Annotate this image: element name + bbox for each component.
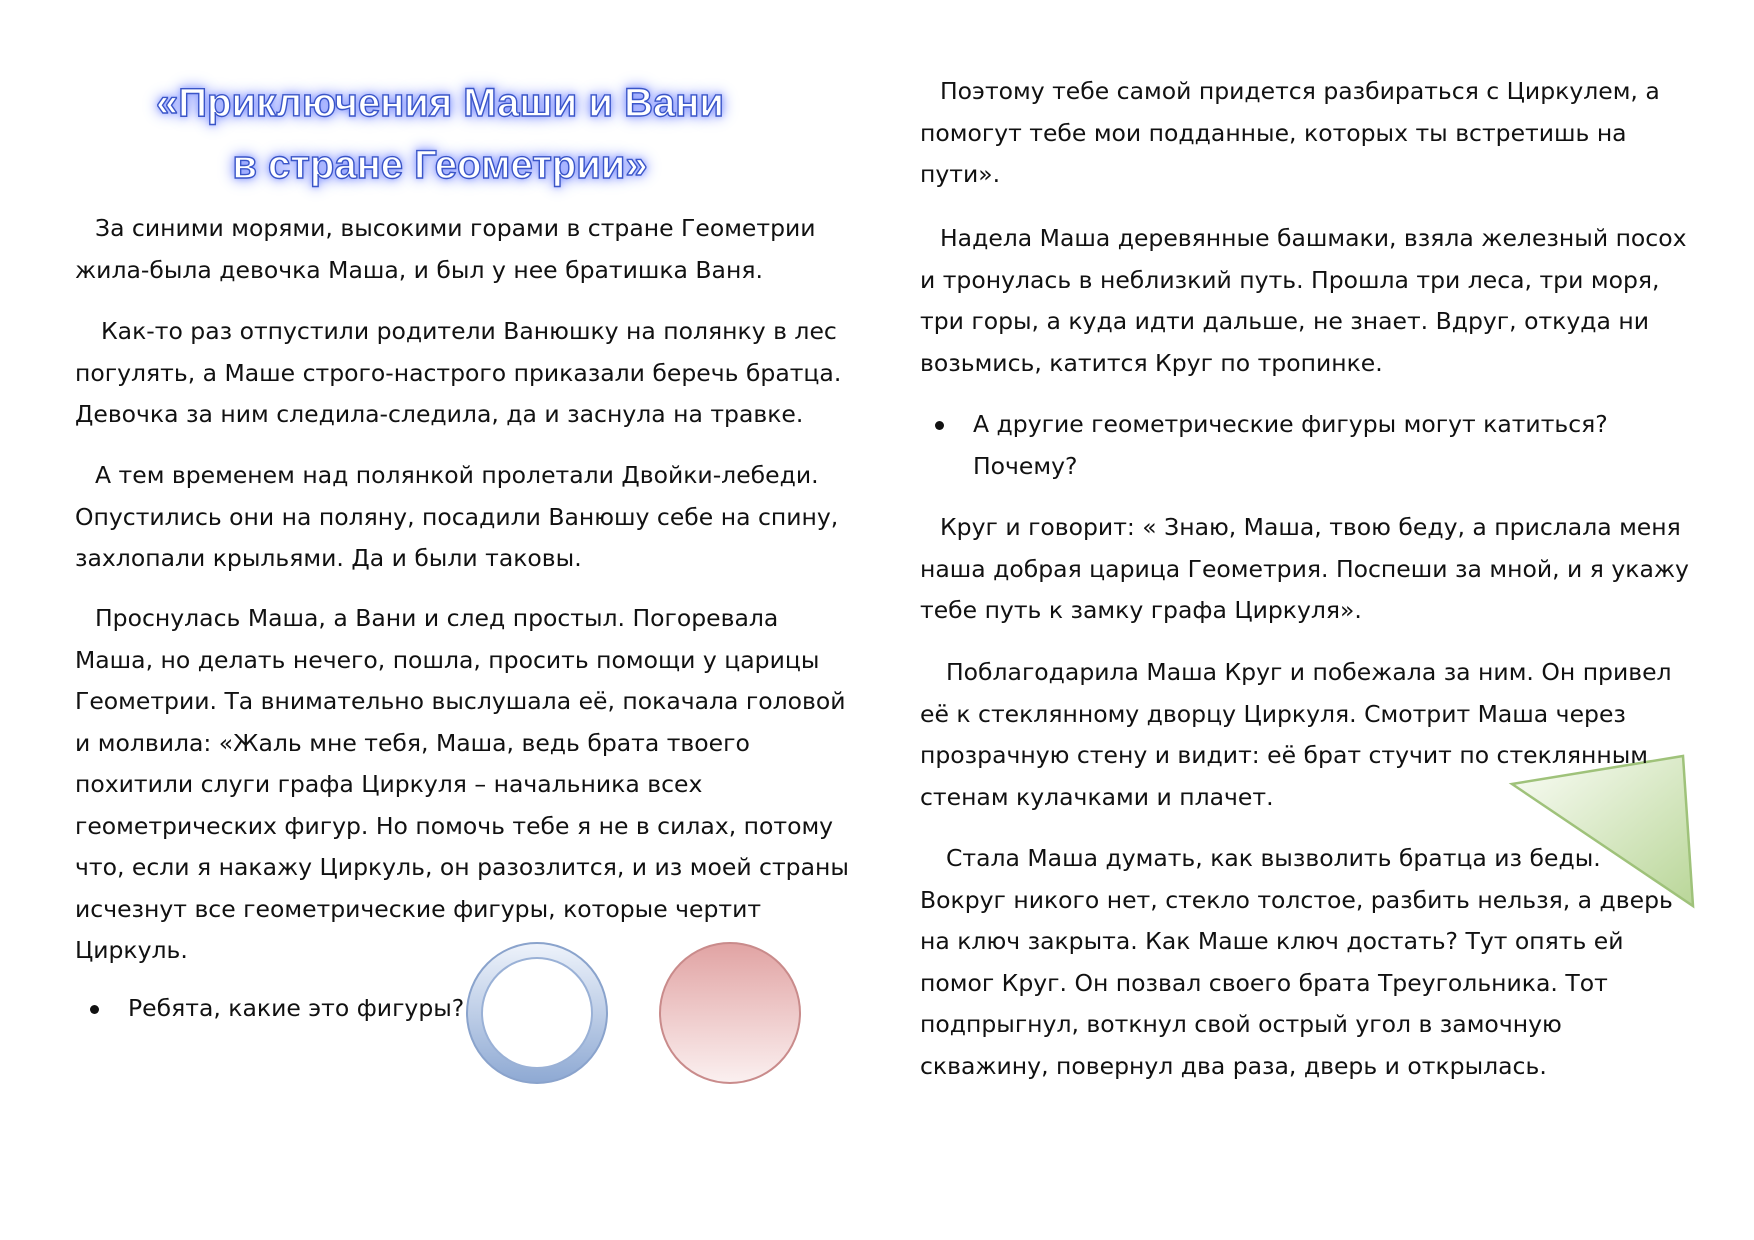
story-title-line-2: в стране Геометрии» xyxy=(232,143,648,187)
blue-ring-figure xyxy=(462,938,612,1088)
text-line: Маша, но делать нечего, пошла, просить помощи у царицы xyxy=(75,645,820,674)
text-line: жила-была девочка Маша, и был у нее братишка Ваня. xyxy=(75,255,763,284)
paragraph-right-5 xyxy=(920,838,1700,1087)
text-line: возьмись, катится Круг по тропинке. xyxy=(920,348,1383,377)
text-line: Опустились они на поляну, посадили Ванюшу себе на спину, xyxy=(75,502,839,531)
text-line: подпрыгнул, воткнул свой острый угол в замочную xyxy=(920,1010,1562,1038)
text-line: скважину, повернул два раза, дверь и открылась. xyxy=(920,1051,1547,1080)
text-line: Как-то раз отпустили родители Ванюшку на полянку в лес xyxy=(101,317,837,345)
text-line: и тронулась в неблизкий путь. Прошла три леса, три моря, xyxy=(920,265,1660,294)
text-line: и молвила: «Жаль мне тебя, Маша, ведь брата твоего xyxy=(75,728,750,757)
text-line: погулять, а Маше строго-настрого приказали беречь братца. xyxy=(75,358,842,387)
text-line: её к стеклянному дворцу Циркуля. Смотрит Маша через xyxy=(920,699,1626,728)
text-line: стенам кулачками и плачет. xyxy=(920,782,1274,811)
paragraph-right-4 xyxy=(920,652,1700,818)
text-line: Вокруг никого нет, стекло толстое, разбить нельзя, а дверь xyxy=(920,885,1673,914)
bullet-icon xyxy=(90,1005,99,1014)
text-line: Девочка за ним следила-следила, да и заснула на травке. xyxy=(75,400,804,428)
text-line: что, если я накажу Циркуль, он разозлится, и из моей страны xyxy=(75,853,849,881)
paragraph-right-1 xyxy=(920,71,1700,196)
bullet-text: Ребята, какие это фигуры? xyxy=(128,994,465,1022)
text-line: Циркуль. xyxy=(75,936,188,964)
text-line: Проснулась Маша, а Вани и след простыл. Погоревала xyxy=(95,604,779,632)
text-line: тебе путь к замку графа Циркуля». xyxy=(920,596,1362,624)
text-line: За синими морями, высокими горами в стране Геометрии xyxy=(95,214,816,242)
text-line: похитили слуги графа Циркуля – начальника всех xyxy=(75,770,703,798)
text-line: Почему? xyxy=(973,451,1078,480)
text-line: три горы, а куда идти дальше, не знает. Вдруг, откуда ни xyxy=(920,307,1649,335)
text-line: Поблагодарила Маша Круг и побежала за ним. Он привел xyxy=(946,658,1672,686)
text-line: помог Круг. Он позвал своего брата Треугольника. Тот xyxy=(920,968,1608,997)
paragraph-left-4 xyxy=(75,598,855,972)
text-line: А тем временем над полянкой пролетали Двойки-лебеди. xyxy=(95,461,819,489)
paragraph-left-3 xyxy=(75,455,855,580)
paragraph-left-2 xyxy=(75,311,855,436)
text-line: пути». xyxy=(920,160,1001,188)
bullet-icon xyxy=(935,421,944,430)
paragraph-right-2 xyxy=(920,218,1700,384)
text-line: прозрачную стену и видит: её брат стучит по стеклянным xyxy=(920,741,1648,769)
red-circle-figure xyxy=(655,938,805,1088)
text-line: Стала Маша думать, как вызволить братца из беды. xyxy=(946,844,1601,872)
story-title-line-1: «Приключения Маши и Вани xyxy=(156,81,724,125)
paragraph-left-1 xyxy=(75,208,855,291)
text-line: захлопали крыльями. Да и были таковы. xyxy=(75,544,582,572)
text-line: А другие геометрические фигуры могут катиться? xyxy=(973,410,1608,438)
text-line: Надела Маша деревянные башмаки, взяла железный посох xyxy=(940,224,1687,252)
bullet-text xyxy=(973,404,1633,487)
text-line: Поэтому тебе самой придется разбираться с Циркулем, а xyxy=(940,77,1660,105)
text-line: исчезнут все геометрические фигуры, которые чертит xyxy=(75,894,762,923)
text-line: Круг и говорит: « Знаю, Маша, твою беду, а прислала меня xyxy=(940,513,1681,541)
paragraph-right-3 xyxy=(920,507,1700,632)
text-line: помогут тебе мои подданные, которых ты встретишь на xyxy=(920,118,1627,147)
text-line: на ключ закрыта. Как Маше ключ достать? Тут опять ей xyxy=(920,927,1624,955)
text-line: наша добрая царица Геометрия. Поспеши за мной, и я укажу xyxy=(920,554,1689,583)
text-line: геометрических фигур. Но помочь тебе я не в силах, потому xyxy=(75,811,834,840)
text-line: Геометрии. Та внимательно выслушала её, покачала головой xyxy=(75,687,846,715)
story-title xyxy=(150,72,730,196)
